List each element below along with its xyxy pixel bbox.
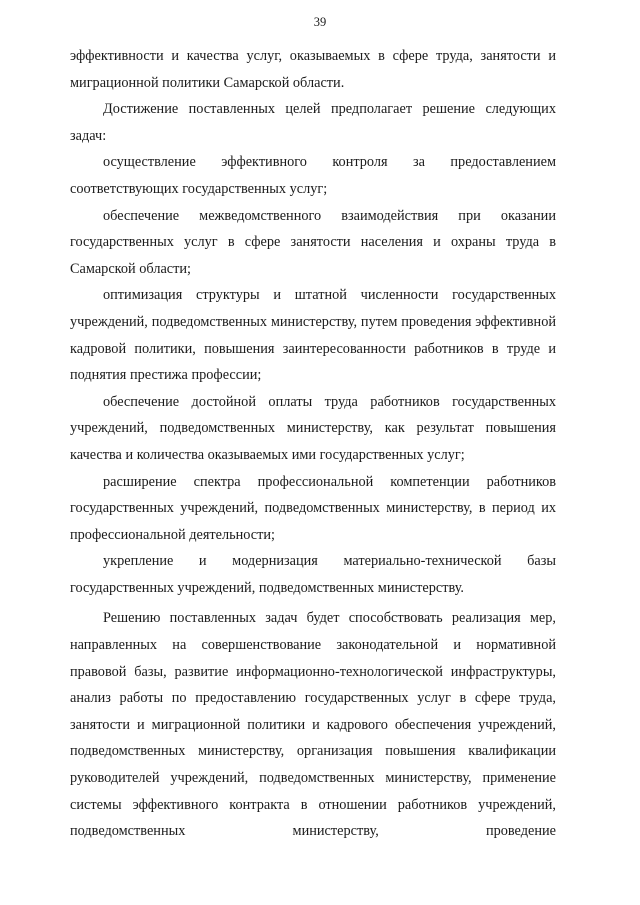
page-number: 39	[313, 15, 327, 29]
document-body	[70, 43, 556, 845]
task-item-competence: расширение спектра профессиональной компетенции работников государственных учреждений, подведомственных министерству, в период их профессиональной деятельности;	[70, 473, 556, 543]
task-item-control: осуществление эффективного контроля за предоставлением соответствующих государственных услуг;	[70, 154, 556, 197]
paragraph-continuation: эффективности и качества услуг, оказываемых в сфере труда, занятости и миграционной политики Самарской области.	[70, 48, 556, 91]
task-item-wages: обеспечение достойной оплаты труда работников государственных учреждений, подведомственных министерству, как результат повышения качества и количества оказываемых ими государственных услуг;	[70, 393, 556, 463]
paragraph-goals-intro: Достижение поставленных целей предполагает решение следующих задач:	[70, 101, 556, 144]
task-item-infrastructure: укрепление и модернизация материально-технической базы государственных учреждений, подведомственных министерству.	[70, 553, 556, 596]
paragraph-measures: Решению поставленных задач будет способствовать реализация мер, направленных на совершенствование законодательной и нормативной правовой базы, развитие информационно-технологической инфраструктуры, анализ работы по предоставлению государственных услуг в сфере труда, занятости и миграционной политики и кадрового обеспечения учреждений, подведомственных министерству, организация повышения квалификации руководителей учреждений, подведомственных министерству, применение системы эффективного контракта в отношении работников учреждений, подведомственных министерству, проведение	[70, 610, 556, 840]
task-item-optimization: оптимизация структуры и штатной численности государственных учреждений, подведомственных министерству, путем проведения эффективной кадровой политики, повышения заинтересованности работников в труде и поднятия престижа профессии;	[70, 287, 556, 384]
task-item-interagency: обеспечение межведомственного взаимодействия при оказании государственных услуг в сфере занятости населения и охраны труда в Самарской области;	[70, 207, 556, 277]
